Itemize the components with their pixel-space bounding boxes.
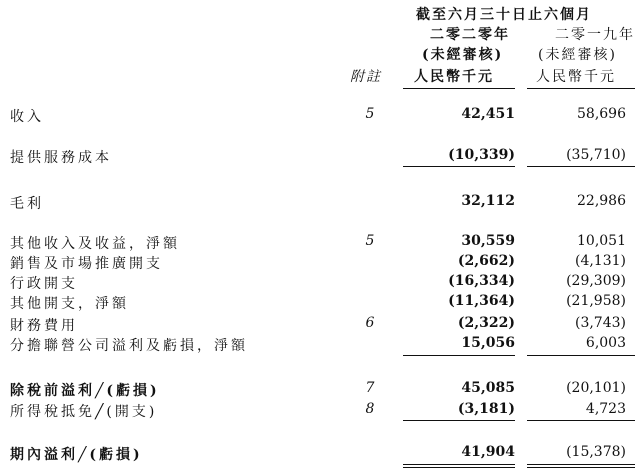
row-value-2020: 45,085 bbox=[461, 380, 515, 396]
row-label: 提供服務成本 bbox=[10, 150, 112, 166]
row-value-2020: (3,181) bbox=[457, 401, 515, 417]
row-label: 除稅前溢利╱(虧損) bbox=[10, 383, 160, 399]
subtotal-rule-2020 bbox=[403, 355, 515, 356]
row-value-2019: (4,131) bbox=[574, 253, 626, 269]
row-value-2020: 30,559 bbox=[461, 233, 515, 249]
header-rule-2020 bbox=[403, 88, 515, 89]
total-double-rule-2019 bbox=[527, 464, 635, 465]
row-value-2020: 42,451 bbox=[461, 106, 515, 122]
row-label: 其他開支，淨額 bbox=[10, 296, 129, 312]
row-value-2019: (29,309) bbox=[566, 273, 626, 289]
row-note: 5 bbox=[365, 233, 375, 249]
row-value-2019: (15,378) bbox=[566, 444, 626, 460]
row-label: 行政開支 bbox=[10, 276, 78, 292]
row-note: 7 bbox=[365, 380, 375, 396]
row-value-2019: 58,696 bbox=[577, 106, 626, 122]
subtotal-rule-2019 bbox=[527, 166, 635, 167]
audit-2019-label: (未經審核) bbox=[538, 47, 617, 63]
row-note: 8 bbox=[365, 401, 375, 417]
row-value-2020: (2,322) bbox=[457, 315, 515, 331]
total-double-rule-2020 bbox=[403, 464, 515, 465]
row-value-2020: (11,364) bbox=[448, 293, 515, 309]
row-value-2020: 32,112 bbox=[461, 193, 515, 209]
row-value-2019: 10,051 bbox=[577, 233, 626, 249]
header-rule-2019 bbox=[527, 88, 635, 89]
year-2019-heading: 二零一九年 bbox=[555, 27, 635, 43]
row-value-2019: (35,710) bbox=[566, 147, 626, 163]
row-value-2020: (2,662) bbox=[457, 253, 515, 269]
row-label: 所得稅抵免╱(開支) bbox=[10, 404, 158, 420]
subtotal-rule-2019 bbox=[527, 420, 635, 421]
row-label: 財務費用 bbox=[10, 318, 78, 334]
unit-2019-label: 人民幣千元 bbox=[536, 69, 616, 85]
subtotal-rule-2020 bbox=[403, 420, 515, 421]
period-heading: 截至六月三十日止六個月 bbox=[416, 7, 592, 23]
audit-2020-label: (未經審核) bbox=[422, 47, 504, 63]
row-value-2019: (3,743) bbox=[574, 315, 626, 331]
row-label: 分擔聯營公司溢利及虧損，淨額 bbox=[10, 338, 248, 354]
row-label: 銷售及市場推廣開支 bbox=[10, 256, 163, 272]
year-2020-heading: 二零二零年 bbox=[430, 27, 510, 43]
row-value-2019: 22,986 bbox=[577, 193, 626, 209]
total-double-rule-2020 bbox=[403, 467, 515, 468]
row-value-2019: 6,003 bbox=[585, 335, 626, 351]
row-label: 收入 bbox=[10, 109, 44, 125]
row-label: 其他收入及收益，淨額 bbox=[10, 236, 180, 252]
row-note: 6 bbox=[365, 315, 375, 331]
row-value-2019: (21,958) bbox=[566, 293, 626, 309]
row-label: 期內溢利╱(虧損) bbox=[10, 447, 143, 463]
row-label: 毛利 bbox=[10, 196, 44, 212]
row-value-2020: 41,904 bbox=[461, 444, 515, 460]
total-double-rule-2019 bbox=[527, 467, 635, 468]
row-value-2020: (16,334) bbox=[448, 273, 515, 289]
note-column-heading: 附註 bbox=[350, 69, 382, 85]
unit-2020-label: 人民幣千元 bbox=[414, 69, 494, 85]
row-value-2020: 15,056 bbox=[461, 335, 515, 351]
row-value-2019: 4,723 bbox=[585, 401, 626, 417]
row-value-2020: (10,339) bbox=[448, 147, 515, 163]
subtotal-rule-2019 bbox=[527, 355, 635, 356]
subtotal-rule-2020 bbox=[403, 166, 515, 167]
row-note: 5 bbox=[365, 106, 375, 122]
row-value-2019: (20,101) bbox=[566, 380, 626, 396]
